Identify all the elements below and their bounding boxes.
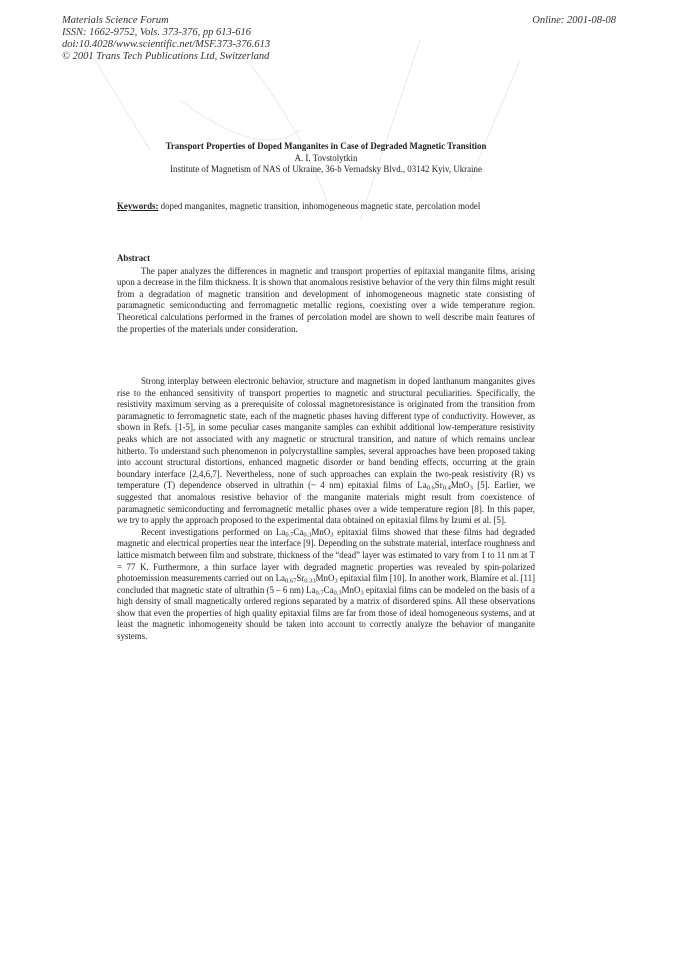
paper-title: Transport Properties of Doped Manganites in Case of Degraded Magnetic Transition <box>165 141 487 151</box>
title-block <box>117 141 535 176</box>
doi-line: doi:10.4028/www.scientific.net/MSF.373-376.613 <box>62 39 271 50</box>
affiliation: Institute of Magnetism of NAS of Ukraine, 36-b Vernadsky Blvd., 03142 Kyiv, Ukraine <box>170 164 482 175</box>
abstract-text: The paper analyzes the differences in magnetic and transport properties of epitaxial manganite films, arising upon a decrease in the film thickness. It is shown that anomalous resistive behavior of the very thin films might result from a degradation of magnetic transition and development of inhomogeneous magnetic state consisting of paramagnetic semiconducting and ferromagnetic metallic regions, coexisting over a wide temperature region. Theoretical calculations performed in the frames of percolation model are shown to well describe main features of the properties of the materials under consideration. <box>117 265 535 334</box>
copyright-line: © 2001 Trans Tech Publications Ltd, Switzerland <box>62 51 270 62</box>
body-paragraph-1: Strong interplay between electronic behavior, structure and magnetism in doped lanthanum manganites gives rise to the enhanced sensitivity of transport properties to magnetic and structural peculiarities. Specifically, the resistivity maximum serving as a prerequisite of colossal magnetoresistance is originated from the transition from paramagnetic to ferromagnetic state, each of the magnetic phases having different type of conductivity. However, as shown in Refs. [1-5], in some peculiar cases manganite samples can exhibit additional low-temperature resistivity peaks which are not associated with any magnetic or structural transition, and nature of which remains unclear hitherto. To understand such phenomenon in polycrystalline samples, several approaches have been proposed taking into account structural distortions, enhanced magnetic disorder or band bending effects, occurring at the grain boundary interface [2,4,6,7]. Nevertheless, none of such approaches can explain the two-peak resistivity (R) vs temperature (T) dependence observed in ultrathin (~ 4 nm) epitaxial films of $La_{0.6}Sr_{0.4}MnO_3$ [5]. Earlier, we suggested that anomalous resistive behavior of the manganite materials might result from coexistence of paramagnetic semiconducting and ferromagnetic metallic phases over a wide temperature region [8]. In this paper, we try to apply the approach proposed to the experimental data obtained on epitaxial films by Izumi et al. [5]. <box>117 376 535 526</box>
online-date: Online: 2001-08-08 <box>532 15 616 26</box>
issn-line: ISSN: 1662-9752, Vols. 373-376, pp 613-616 <box>62 27 251 38</box>
body-section <box>117 376 535 643</box>
chemical-formula: $La_{0.7}Ca_{0.3}MnO_3$ <box>306 584 364 597</box>
chemical-formula: $La_{0.6}Sr_{0.4}MnO_3$ <box>417 480 473 492</box>
journal-name: Materials Science Forum <box>62 15 169 26</box>
abstract-section <box>117 253 535 335</box>
keywords-text: doped manganites, magnetic transition, inhomogeneous magnetic state, percolation model <box>160 201 481 211</box>
abstract-heading: Abstract <box>117 253 151 263</box>
keywords-label: Keywords: <box>117 201 159 211</box>
keywords-section <box>117 201 535 213</box>
chemical-formula: $La_{0.67}Sr_{0.33}MnO_3$ <box>275 573 338 585</box>
chemical-formula: $La_{0.7}Ca_{0.3}MnO_3$ <box>276 526 334 539</box>
body-paragraph-2: Recent investigations performed on $La_{0.7}Ca_{0.3}MnO_3$ epitaxial films showed that these films had degraded magnetic and electrical properties near the interface [9]. Depending on the substrate material, interface roughness and lattice mismatch between film and substrate, thickness of the “dead” layer was estimated to vary from 1 to 11 nm at T = 77 K. Furthermore, a thin surface layer with degraded magnetic properties was revealed by spin-polarized photoemission measurements carried out on $La_{0.67}Sr_{0.33}MnO_3$ epitaxial film [10]. In another work, Blamire et al. [11] concluded that magnetic state of ultrathin (5 – 6 nm) $La_{0.7}Ca_{0.3}MnO_3$ epitaxial films can be modeled on the basis of a high density of small magnetically ordered regions separated by a matrix of disordered spins. All these observations show that even the properties of high quality epitaxial films are far from those of ideal homogeneous systems, and at least the magnetic inhomogeneity should be taken into account to correctly analyze the behavior of manganite systems. <box>117 526 536 642</box>
journal-header <box>62 15 616 63</box>
author: A. I. Tovstolytkin <box>294 152 358 163</box>
